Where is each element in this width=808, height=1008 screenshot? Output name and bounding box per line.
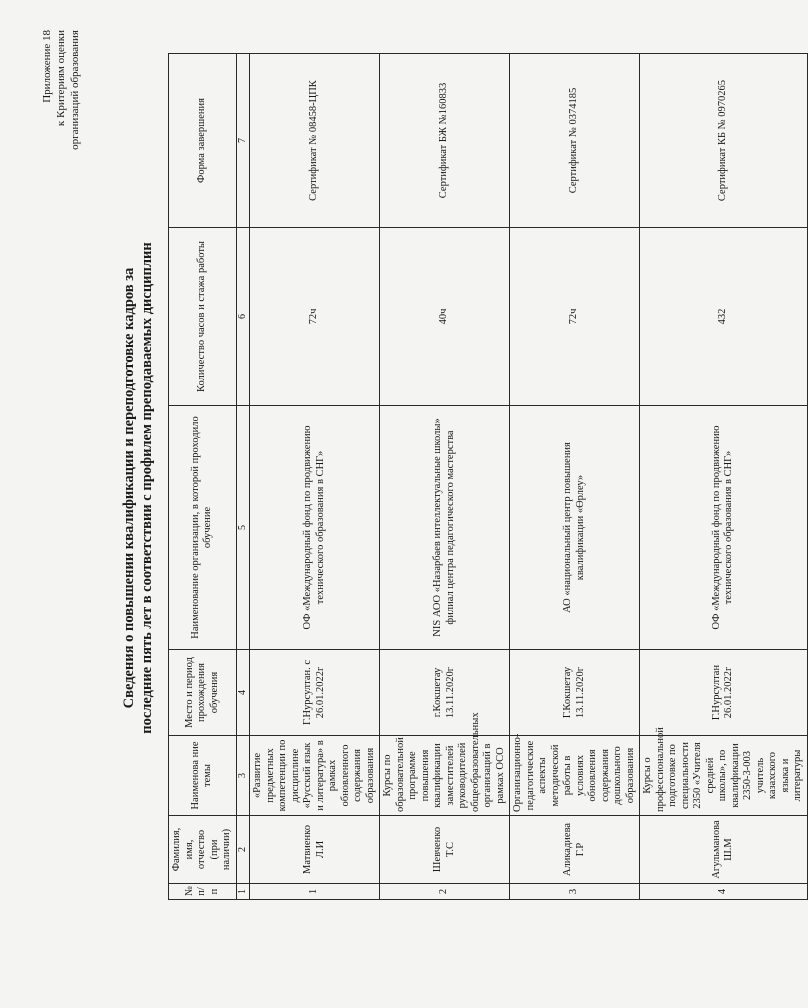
course-place-date: Г.Кокшетау 13.11.2020г [510,650,640,736]
training-organization: ОФ «Международный фонд по продвижению технического образования в СНГ» [250,406,380,650]
course-topic: «Развитие предметных компетенции по дисциплине «Русский язык и литература» в рамках обновленного содержания образования [250,736,380,816]
document-title [120,48,156,928]
course-hours: 40ч [380,228,510,406]
qualification-table [168,53,808,900]
completion-form: Сертификат № 0374185 [510,54,640,228]
column-number: 6 [236,228,250,406]
table-row [640,54,808,900]
person-name: Аликадиева Г.Р [510,816,640,884]
header-cell: № п/п [169,884,237,900]
annex-line: к Критериям оценки [55,30,67,127]
header-cell: Фамилия, имя, отчество (при наличии) [169,816,237,884]
header-cell: Место и период прохождения обучения [169,650,237,736]
annex-line: Приложение 18 [41,30,53,103]
person-name: Шевченко Т.С [380,816,510,884]
row-number: 3 [510,884,640,900]
header-cell: Форма завершения [169,54,237,228]
person-name: Агульманова Ш.М [640,816,808,884]
header-cell: Наименова ние темы [169,736,237,816]
row-number: 2 [380,884,510,900]
table-row [250,54,380,900]
annex-line: организаций образования [69,30,81,150]
column-number: 5 [236,406,250,650]
completion-form: Сертификат КБ № 0970265 [640,54,808,228]
table-row [510,54,640,900]
completion-form: Сертификат БЖ №160833 [380,54,510,228]
course-place-date: Г.Нурсултан 26.01.2022г [640,650,808,736]
training-organization: NIS АОО «Назарбаев интеллектуальные школы» филиал центра педагогического мастерства [380,406,510,650]
column-number: 1 [236,884,250,900]
course-hours: 72ч [250,228,380,406]
completion-form: Сертификат № 08458-ЦПК [250,54,380,228]
course-hours: 72ч [510,228,640,406]
row-number: 1 [250,884,380,900]
training-organization: АО «национальный центр повышения квалификации «Өрлеу» [510,406,640,650]
column-number: 2 [236,816,250,884]
table-row [380,54,510,900]
column-number: 4 [236,650,250,736]
header-cell: Количество часов и стажа работы [169,228,237,406]
table-header-row [169,54,237,900]
title-line: последние пять лет в соответствии с профилем преподаваемых дисциплин [139,242,155,734]
course-topic: Курсы по образовательной программе повышения квалификации заместителей руководителей общеобразовательных организаций в рамках ОСО [380,736,510,816]
header-cell: Наименование организации, в которой проходило обучение [169,406,237,650]
course-topic: Курсы о профессиональной подготовке по специальности 2350 «Учителя средней школы», по квалификации 2350-3-003 учитель казахского языка и литературы [640,736,808,816]
course-hours: 432 [640,228,808,406]
title-line: Сведения о повышении квалификации и переподготовке кадров за [121,267,137,709]
training-organization: ОФ «Международный фонд по продвижению технического образования в СНГ» [640,406,808,650]
row-number: 4 [640,884,808,900]
column-number: 7 [236,54,250,228]
course-place-date: Г.Нурсултан. с 26.01.2022г [250,650,380,736]
course-place-date: г.Кокшетау 13.11.2020г [380,650,510,736]
column-number: 3 [236,736,250,816]
person-name: Матвиенко Л.И [250,816,380,884]
annex-note [40,30,82,290]
course-topic: Организационно-педагогические аспекты методической работы в условиях обновления содержания дошкольного образования [510,736,640,816]
column-number-row [236,54,250,900]
